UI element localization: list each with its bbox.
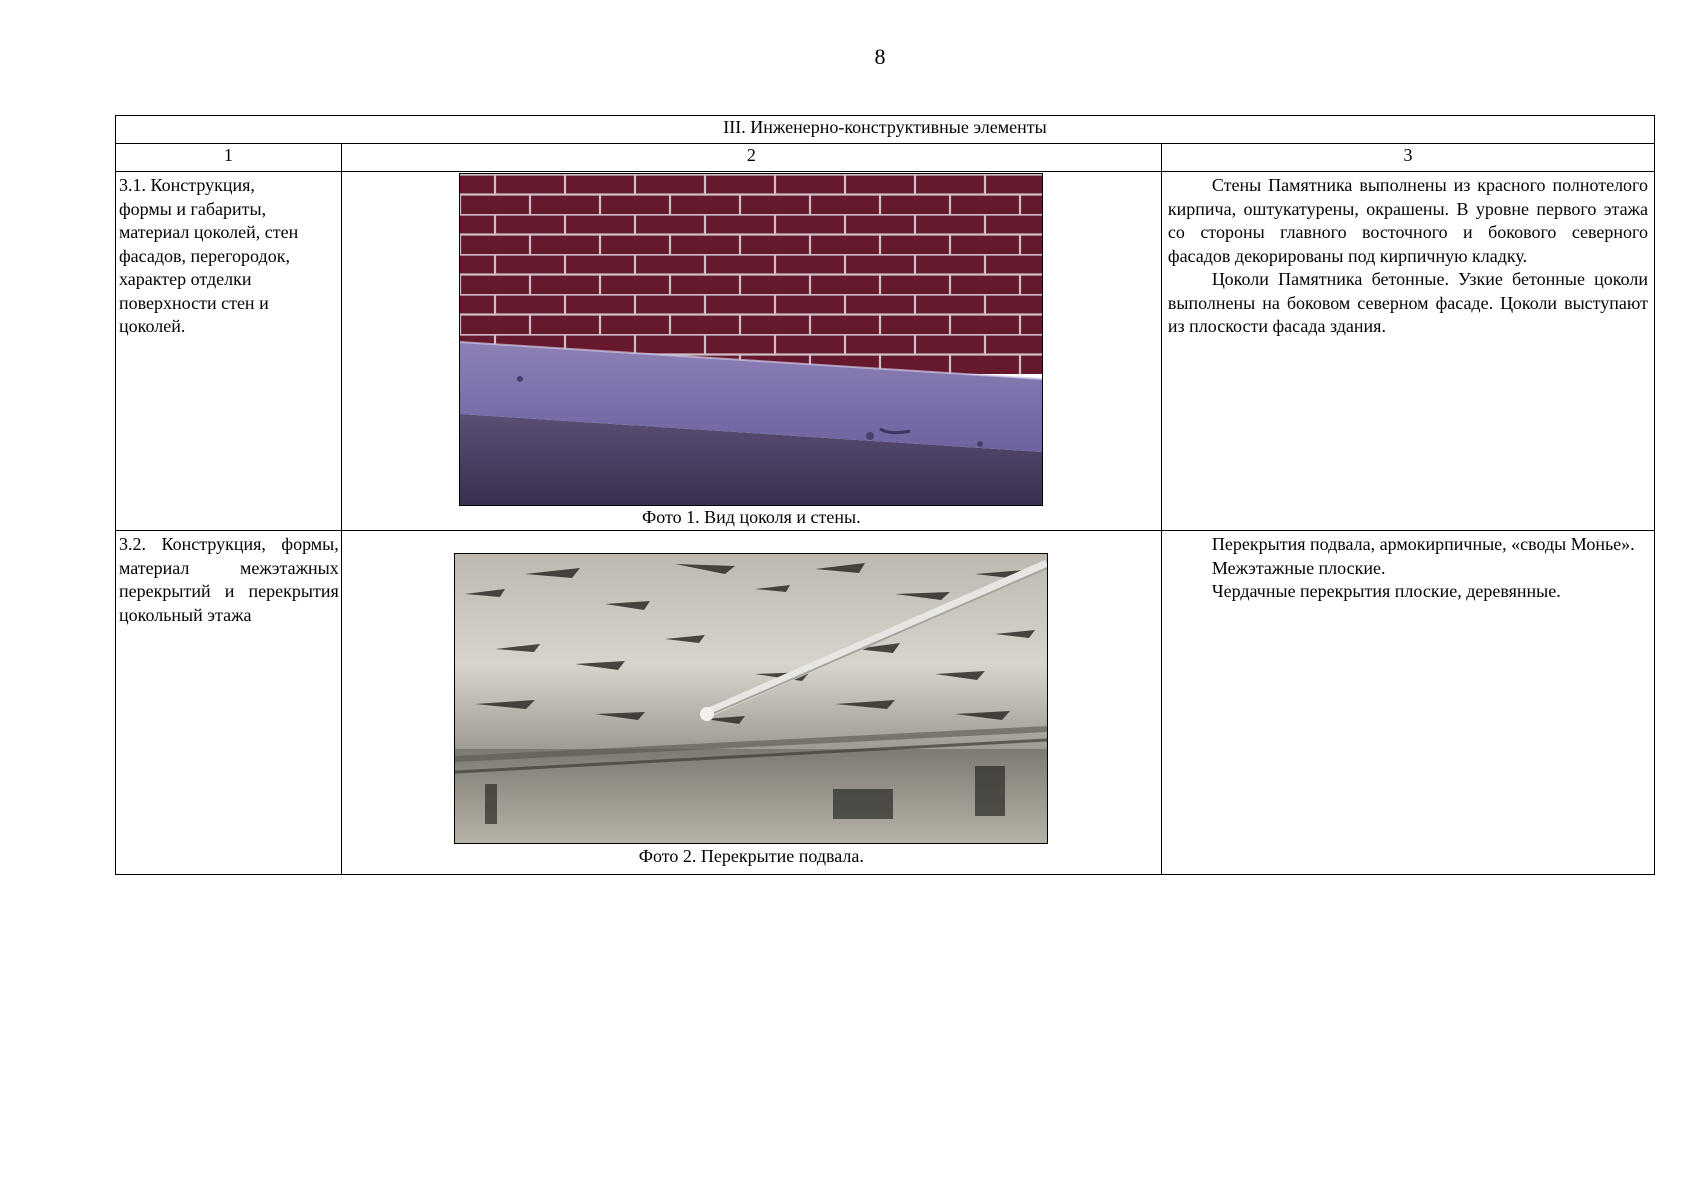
- photo-2-caption: Фото 2. Перекрытие подвала.: [638, 846, 864, 866]
- row-3-2-description: [1161, 531, 1654, 875]
- row-3-2-photo-cell: [341, 531, 1161, 875]
- row-3-1-label-line: поверхности стен и: [119, 292, 269, 313]
- row-3-2-paragraph: Чердачные перекрытия плоские, деревянные.: [1211, 581, 1561, 601]
- row-3-1-label: [116, 172, 342, 531]
- row-3-1-photo-cell: [341, 172, 1161, 531]
- row-3-1-description: [1161, 172, 1654, 531]
- row-3-1-label-line: фасадов, перегородок,: [119, 245, 290, 266]
- column-number-row: [116, 144, 1655, 172]
- row-3-1-paragraph: Стены Памятника выполнены из красного полнотелого кирпича, оштукатурены, окрашены. В уровне первого этажа со стороны главного восточного и бокового северного фасадов декорированы под кирпичную кладку.: [1167, 175, 1648, 266]
- row-3-1-label-line: 3.1. Конструкция,: [119, 175, 255, 195]
- row-3-2-paragraph: Межэтажные плоские.: [1211, 557, 1386, 578]
- row-3-1-label-line: характер отделки: [119, 269, 252, 289]
- page-number: 8: [874, 44, 886, 69]
- row-3-2-paragraph: Перекрытия подвала, армокирпичные, «своды Монье».: [1211, 534, 1635, 554]
- photo-plinth-and-wall: [459, 173, 1043, 506]
- table-row-3-2: [116, 531, 1655, 875]
- section-header-row: [116, 116, 1655, 144]
- engineering-elements-table: [115, 115, 1655, 875]
- column-number-1: 1: [116, 144, 342, 172]
- row-3-1-paragraph: Цоколи Памятника бетонные. Узкие бетонные цоколи выполнены на боковом северном фасаде. Цоколи выступают из плоскости фасада здания.: [1167, 269, 1648, 336]
- table-row-3-1: [116, 172, 1655, 531]
- row-3-1-label-line: цоколей.: [119, 316, 186, 336]
- row-3-1-label-line: формы и габариты,: [119, 198, 267, 219]
- section-title: III. Инженерно-конструктивные элементы: [116, 116, 1655, 144]
- photo-1-caption: Фото 1. Вид цоколя и стены.: [642, 507, 861, 527]
- column-number-2: 2: [341, 144, 1161, 172]
- row-3-2-label: 3.2. Конструкция, формы, материал межэтажных перекрытий и перекрытия цокольный этажа: [116, 531, 342, 875]
- row-3-1-label-line: материал цоколей, стен: [119, 222, 299, 242]
- column-number-3: 3: [1161, 144, 1654, 172]
- photo-basement-ceiling: [454, 553, 1048, 844]
